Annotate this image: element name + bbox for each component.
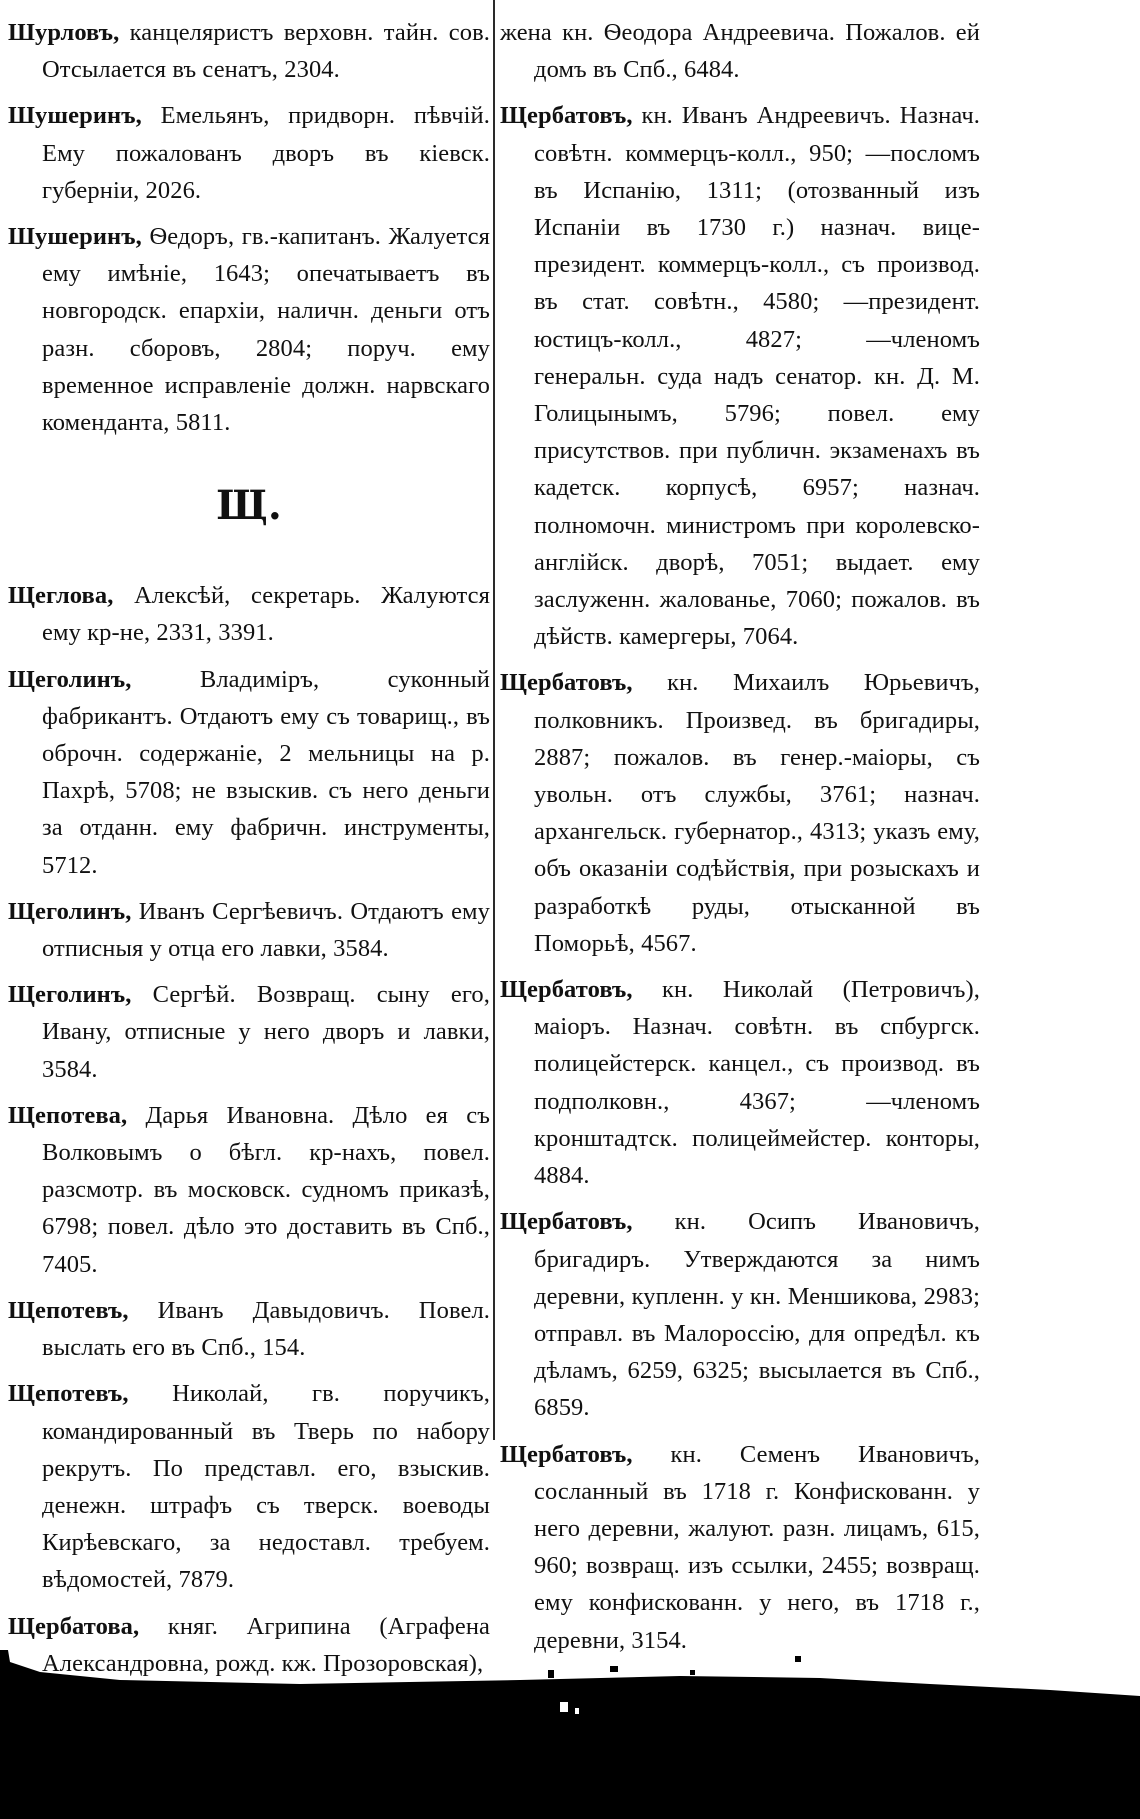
index-entry [500, 97, 980, 655]
entry-text: Иванъ Сергѣевичъ. Отдаютъ ему отписныя у отца его лавки, 3584. [42, 897, 490, 963]
entry-text: кн. Николай (Петровичъ), маіоръ. Назнач. совѣтн. въ спбургск. полицейстерск. канцел., съ производ. въ подполковн., 4367; —членомъ кронштадтск. полицеймейстер. конторы, 4884. [534, 976, 980, 1190]
index-entry [500, 14, 980, 88]
left-entries-after [8, 577, 490, 1682]
entry-text: Дарья Ивановна. Дѣло ея съ Волковымъ о бѣгл. кр-нахъ, повел. разсмотр. въ московск. судномъ приказѣ, 6798; повел. дѣло это доставить въ Спб., 7405. [42, 1101, 490, 1278]
entry-headword: Щепотевъ, [8, 1380, 129, 1408]
index-entry [8, 976, 490, 1088]
entry-headword: Щербатовъ, [500, 1208, 633, 1236]
entry-headword: Щербатова, [8, 1612, 140, 1640]
entry-headword: Щеголинъ, [8, 897, 132, 925]
entry-headword: Шурловъ, [8, 19, 120, 46]
entry-text: кн. Осипъ Ивановичъ, бригадиръ. Утверждаются за нимъ деревни, купленн. у кн. Меншикова, 2983; отправл. въ Малороссію, для опредѣл. къ дѣламъ, 6259, 6325; высылается въ Спб., 6859. [534, 1208, 980, 1422]
entry-text: Алексѣй, секретарь. Жалуются ему кр-не, 2331, 3391. [42, 582, 490, 647]
column-divider [493, 0, 495, 1440]
index-entry [8, 661, 490, 884]
entry-headword: Щеглова, [8, 582, 114, 610]
section-letter: Щ. [216, 482, 282, 530]
index-entry [8, 1292, 490, 1366]
index-entry [8, 577, 490, 651]
scan-edge-artifact [0, 1650, 1140, 1819]
entry-headword: Щербатовъ, [500, 102, 633, 130]
right-entries [500, 14, 980, 1659]
entry-text: кн. Иванъ Андреевичъ. Назнач. совѣтн. коммерцъ-колл., 950; —посломъ въ Испанію, 1311; (отозванный изъ Испаніи въ 1730 г.) назнач. вице-президент. коммерцъ-колл., съ производ. въ стат. совѣтн., 4580; —президент. юстицъ-колл., 4827; —членомъ генеральн. суда надъ сенатор. кн. Д. М. Голицынымъ, 5796; повел. ему присутствов. при публичн. экзаменахъ въ кадетск. корпусѣ, 6957; назнач. полномочн. министромъ при королевско-англійск. дворѣ, 7051; выдает. ему заслуженн. жалованье, 7060; пожалов. въ дѣйств. камергеры, 7064. [534, 102, 980, 651]
left-entries-before [8, 14, 490, 441]
entry-text: Ѳедоръ, гв.-капитанъ. Жалуется ему имѣніе, 1643; опечатываетъ въ новгородск. епархіи, наличн. деньги отъ разн. сборовъ, 2804; поруч. ему временное исправленіе должн. нарвскаго коменданта, 5811. [42, 223, 490, 437]
index-entry [500, 664, 980, 962]
entry-headword: Щепотева, [8, 1101, 128, 1129]
index-entry [8, 97, 490, 209]
entry-headword: Щербатовъ, [500, 1440, 633, 1468]
entry-text: княг. Агрипина (Аграфена Александровна, рожд. кж. Прозоровская), [42, 1612, 490, 1677]
entry-headword: Щепотевъ, [8, 1296, 129, 1324]
entry-headword: Щеголинъ, [8, 665, 132, 693]
index-entry [8, 893, 490, 967]
index-entry [500, 1436, 980, 1659]
entry-text: жена кн. Ѳеодора Андреевича. Пожалов. ей домъ въ Спб., 6484. [500, 19, 980, 84]
index-entry [8, 218, 490, 441]
entry-headword: Щербатовъ, [500, 669, 633, 697]
entry-text: Николай, гв. поручикъ, командированный въ Тверь по набору рекрутъ. По представл. его, взыскив. денежн. штрафъ съ тверск. воеводы Кирѣевскаго, за недоставл. требуем. вѣдомостей, 7879. [42, 1380, 490, 1594]
entry-text: Емельянъ, придворн. пѣвчій. Ему пожалованъ дворъ въ кіевск. губерніи, 2026. [42, 102, 490, 204]
left-column [8, 14, 490, 1691]
index-entry [500, 971, 980, 1194]
entry-text: Иванъ Давыдовичъ. Повел. выслать его въ Спб., 154. [42, 1296, 490, 1362]
index-entry [8, 1097, 490, 1283]
entry-text: канцеляристъ верховн. тайн. сов. Отсылается въ сенатъ, 2304. [42, 19, 490, 84]
entry-headword: Шушеринъ, [8, 223, 142, 251]
entry-headword: Щербатовъ, [500, 976, 633, 1004]
index-entry [8, 14, 490, 88]
entry-text: Сергѣй. Возвращ. сыну его, Ивану, отписные у него дворъ и лавки, 3584. [42, 981, 490, 1083]
index-entry [500, 1203, 980, 1426]
entry-headword: Шушеринъ, [8, 102, 142, 130]
entry-text: Владиміръ, суконный фабрикантъ. Отдаютъ ему съ товарищ., въ оброчн. содержаніе, 2 мельницы на р. Пахрѣ, 5708; не взыскив. съ него деньги за отданн. ему фабричн. инструменты, 5712. [42, 665, 490, 879]
right-column [500, 14, 980, 1668]
entry-text: кн. Михаилъ Юрьевичъ, полковникъ. Произвед. въ бригадиры, 2887; пожалов. въ генер.-маіоры, съ увольн. отъ службы, 3761; назнач. архангельск. губернатор., 4313; указъ ему, объ оказаніи содѣйствія, при розыскахъ и разработкѣ руды, отысканной въ Поморьѣ, 4567. [534, 669, 980, 957]
entry-text: кн. Семенъ Ивановичъ, сосланный въ 1718 г. Конфискованн. у него деревни, жалуют. разн. лицамъ, 615, 960; возвращ. изъ ссылки, 2455; возвращ. ему конфискованн. у него, въ 1718 г., деревни, 3154. [534, 1440, 980, 1654]
index-entry [8, 1375, 490, 1598]
entry-headword: Щеголинъ, [8, 981, 132, 1009]
